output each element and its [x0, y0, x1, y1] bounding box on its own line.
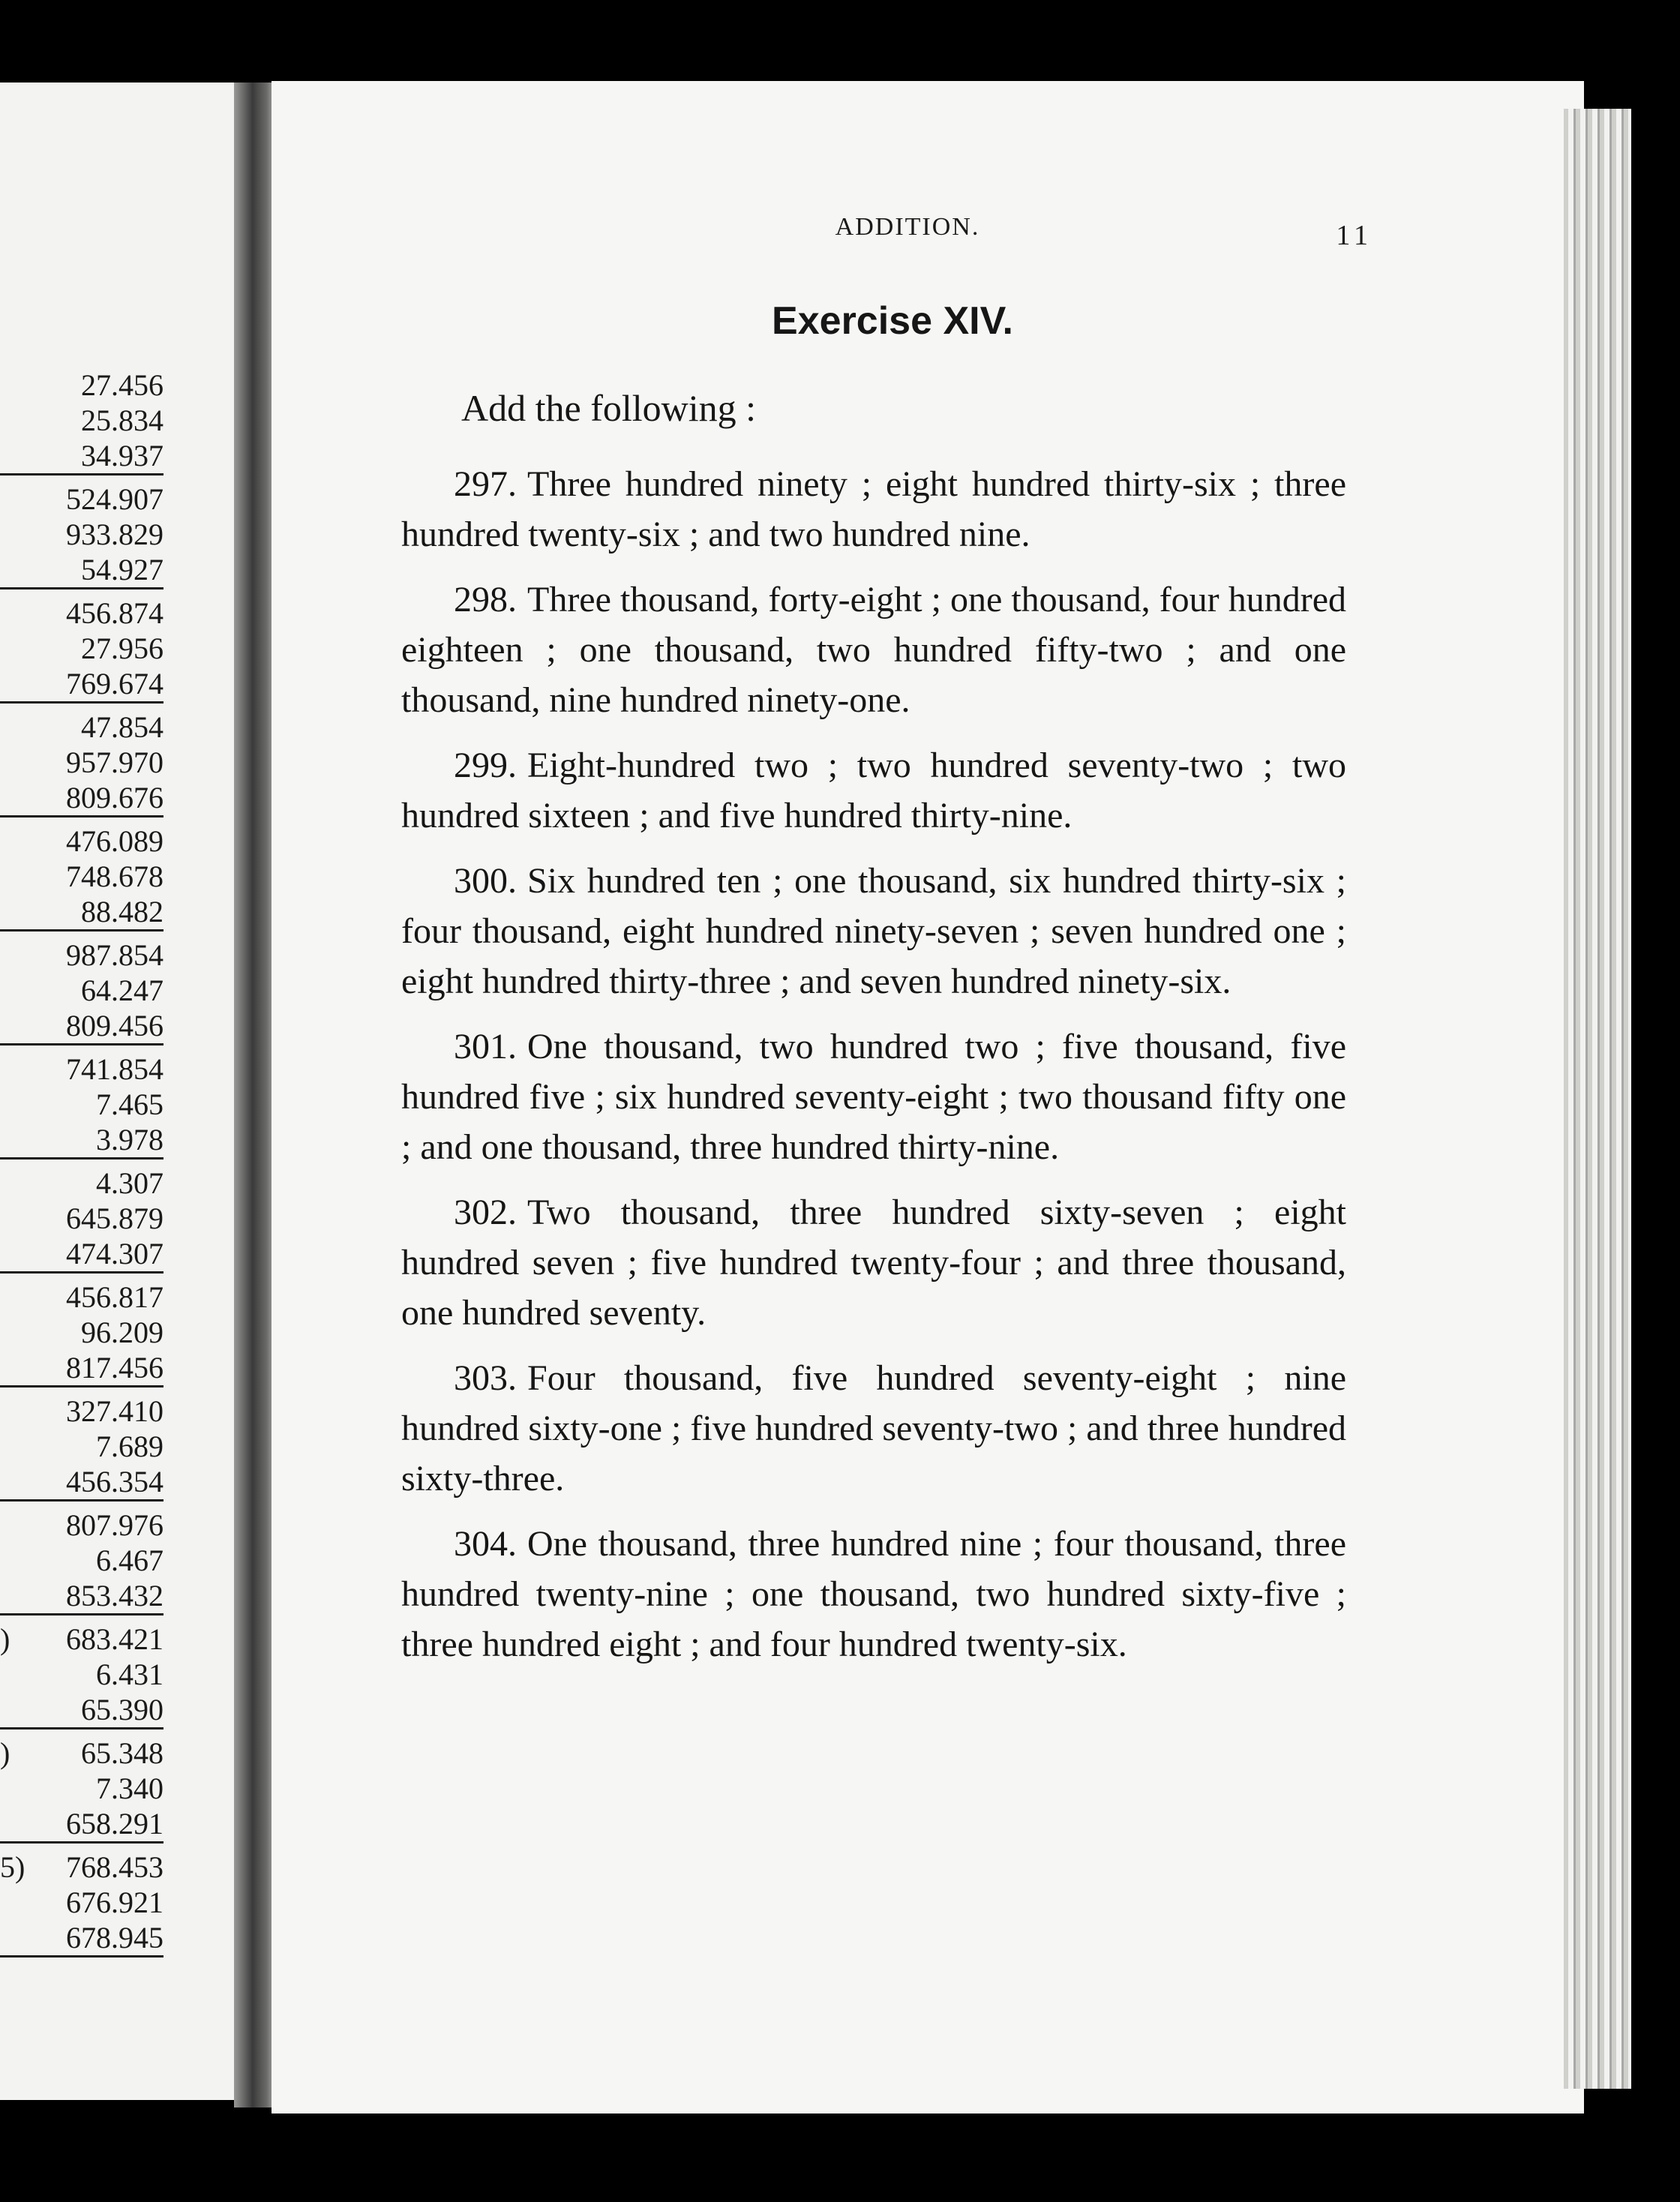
- answer-line: 987.854: [66, 938, 164, 972]
- answer-line: 25.834: [81, 404, 164, 437]
- problem-text: Three hundred ninety ; eight hundred thirty-six ; three hundred twenty-six ; and two hundred nine.: [401, 464, 1346, 554]
- answer-group: [0, 710, 164, 818]
- answer-line: 769.674: [0, 666, 164, 704]
- answer-line: 6.467: [96, 1544, 164, 1577]
- answer-group: [0, 1508, 164, 1616]
- problem-text: One thousand, three hundred nine ; four thousand, three hundred twenty-nine ; one thousand, two hundred sixty-five ; three hundred eight ; and four hundred twenty-six.: [401, 1524, 1346, 1664]
- problem-text: Six hundred ten ; one thousand, six hundred thirty-six ; four thousand, eight hundred ninety-seven ; seven hundred one ; eight hundred thirty-three ; and seven hundred ninety-six.: [401, 861, 1346, 1001]
- problem-text: Three thousand, forty-eight ; one thousand, four hundred eighteen ; one thousand, two hundred fifty-two ; and one thousand, nine hundred ninety-one.: [401, 580, 1346, 720]
- answer-line: 65.348: [81, 1736, 164, 1770]
- answer-line: 64.247: [81, 974, 164, 1007]
- answer-line: 456.874: [66, 596, 164, 630]
- problem-text: Four thousand, five hundred seventy-eight ; nine hundred sixty-one ; five hundred seventy-two ; and three hundred sixty-three.: [401, 1358, 1346, 1498]
- answer-line: 27.956: [81, 632, 164, 665]
- exercise-title: Exercise XIV.: [772, 299, 1013, 343]
- answer-line: 47.854: [81, 710, 164, 744]
- exercise-instruction: Add the following :: [461, 387, 757, 429]
- answer-group: [0, 482, 164, 590]
- problem-text: Eight-hundred two ; two hundred seventy-two ; two hundred sixteen ; and five hundred thirty-nine.: [401, 746, 1346, 836]
- answer-line: 676.921: [66, 1886, 164, 1919]
- problem-number: 301.: [454, 1027, 517, 1066]
- problem-text: Two thousand, three hundred sixty-seven ; eight hundred seven ; five hundred twenty-four ; and three thousand, one hundred seventy.: [401, 1192, 1346, 1333]
- answer-line: 476.089: [66, 824, 164, 858]
- answer-group: [0, 938, 164, 1046]
- answer-line: 807.976: [66, 1508, 164, 1542]
- answer-line: 683.421: [66, 1622, 164, 1656]
- answer-line: 34.937: [0, 438, 164, 476]
- problem-list: [401, 459, 1346, 1684]
- answer-line: 768.453: [66, 1850, 164, 1884]
- answer-group: [0, 1394, 164, 1502]
- answer-line: 748.678: [66, 860, 164, 893]
- answer-line: 27.456: [81, 368, 164, 402]
- answer-line: 456.354: [0, 1464, 164, 1502]
- problem-number: 299.: [454, 746, 517, 785]
- problem-item: [401, 740, 1346, 841]
- answer-group: [0, 1052, 164, 1160]
- answer-group: [0, 1736, 164, 1844]
- answer-line: 65.390: [0, 1692, 164, 1730]
- answer-group: [0, 824, 164, 932]
- answer-group: [0, 368, 164, 476]
- answer-line: 88.482: [0, 894, 164, 932]
- problem-number: 298.: [454, 580, 517, 620]
- problem-item: [401, 1519, 1346, 1670]
- answer-line: 645.879: [66, 1202, 164, 1235]
- problem-number: 297.: [454, 464, 517, 504]
- problem-number: 304.: [454, 1524, 517, 1564]
- answer-line: 327.410: [66, 1394, 164, 1428]
- answer-line: 456.817: [66, 1280, 164, 1314]
- answer-line: 3.978: [0, 1122, 164, 1160]
- answer-line: 658.291: [0, 1806, 164, 1844]
- answer-line: 678.945: [0, 1920, 164, 1958]
- answer-line: 741.854: [66, 1052, 164, 1086]
- answer-group: [0, 1622, 164, 1730]
- answer-line: 933.829: [66, 518, 164, 551]
- answer-mark: ): [0, 1622, 10, 1656]
- answer-line: 809.456: [0, 1008, 164, 1046]
- problem-item: [401, 1353, 1346, 1504]
- answer-line: 4.307: [96, 1166, 164, 1200]
- answer-mark: ): [0, 1736, 10, 1770]
- problem-item: [401, 1187, 1346, 1338]
- answer-line: 54.927: [0, 552, 164, 590]
- answer-line: 474.307: [0, 1236, 164, 1274]
- problem-number: 300.: [454, 861, 517, 901]
- problem-number: 303.: [454, 1358, 517, 1398]
- problem-number: 302.: [454, 1192, 517, 1232]
- answer-group: [0, 1166, 164, 1274]
- answer-group: [0, 596, 164, 704]
- answer-group: [0, 1280, 164, 1388]
- running-head: ADDITION.: [835, 213, 980, 241]
- answer-line: 7.340: [96, 1772, 164, 1805]
- answer-line: 809.676: [0, 780, 164, 818]
- answer-line: 7.465: [96, 1088, 164, 1121]
- answer-line: 96.209: [81, 1316, 164, 1349]
- answer-group: [0, 1850, 164, 1958]
- answer-line: 524.907: [66, 482, 164, 516]
- answer-line: 853.432: [0, 1578, 164, 1616]
- answer-mark: 5): [0, 1850, 26, 1884]
- problem-item: [401, 574, 1346, 725]
- answer-line: 817.456: [0, 1350, 164, 1388]
- answer-line: 957.970: [66, 746, 164, 779]
- page-number: 11: [1336, 220, 1372, 251]
- page-edge: [1564, 109, 1631, 2089]
- problem-item: [401, 856, 1346, 1006]
- problem-item: [401, 459, 1346, 560]
- problem-text: One thousand, two hundred two ; five thousand, five hundred five ; six hundred seventy-eight ; two thousand fifty one ; and one thousand, three hundred thirty-nine.: [401, 1027, 1346, 1167]
- answer-line: 6.431: [96, 1658, 164, 1691]
- answer-column: [0, 368, 164, 1964]
- problem-item: [401, 1022, 1346, 1172]
- answer-line: 7.689: [96, 1430, 164, 1463]
